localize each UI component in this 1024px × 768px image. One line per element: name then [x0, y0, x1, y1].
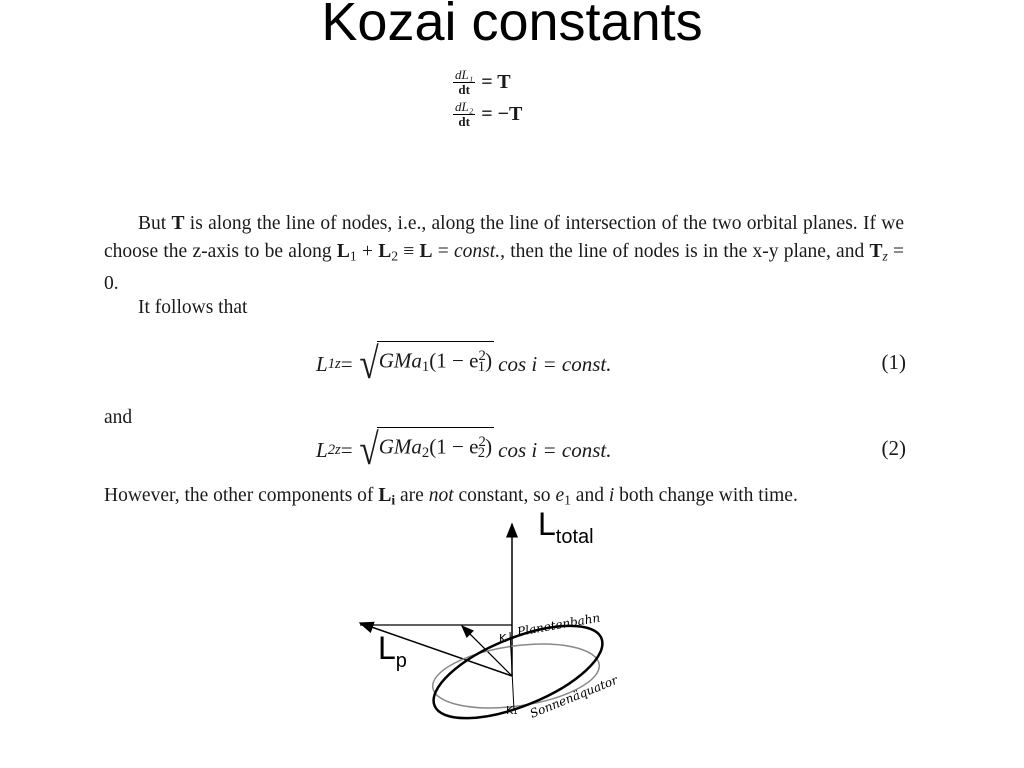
fraction-denominator: dt: [458, 113, 470, 129]
fraction-denominator: dt: [458, 81, 470, 97]
derivative-fraction: [453, 68, 475, 97]
orbit-diagram: [340, 508, 670, 738]
paragraph-line-of-nodes: But T is along the line of nodes, i.e., along the line of intersection of the two orbital planes. If we choose the z-axis to be along $L_1 + L_2 \equiv L$ = const., then the line of nodes is in the x-y plane, and $T_z = 0$.: [104, 213, 905, 295]
fraction-numerator: dL₁: [455, 66, 474, 82]
fraction-numerator: dL₂: [455, 98, 474, 114]
paragraph-it-follows: It follows that: [138, 297, 248, 318]
square-root: √ $GMa_2(1 - e^2_2)$: [359, 425, 493, 474]
equation-rhs: = T: [481, 70, 511, 93]
equation-1: L 1z = √ $GMa_1(1 - e^2_1)$ cos i = const. (1): [316, 339, 906, 388]
orbit-figure: [340, 508, 670, 738]
equation-number: (2): [881, 436, 906, 460]
node-k-label: K: [499, 632, 507, 645]
connector-and: and: [104, 407, 133, 428]
paragraph-however: However, the other components of $L_i$ are not constant, so $e_1$ and i both change with time.: [104, 485, 798, 508]
equator-label: Sonnenäquator: [527, 672, 620, 721]
l-total-label: $L_{total}$: [538, 506, 594, 548]
equation-number: (1): [881, 350, 906, 374]
equation-2: L 2z = √ $GMa_2(1 - e^2_2)$ cos i = const. (2): [316, 425, 906, 474]
orbit-label: Planetenbahn: [516, 610, 602, 639]
node-k1-label: K₁: [506, 704, 518, 717]
square-root: √ $GMa_1(1 - e^2_1)$: [359, 339, 493, 388]
derivative-fraction: [453, 100, 475, 129]
equation-rhs: = −T: [481, 102, 523, 125]
l-p-label: $L_p$: [378, 630, 407, 672]
top-equations: [453, 66, 653, 130]
top-equation-1: [453, 66, 653, 98]
slide-title: Kozai constants: [321, 0, 703, 52]
top-equation-2: [453, 98, 653, 130]
